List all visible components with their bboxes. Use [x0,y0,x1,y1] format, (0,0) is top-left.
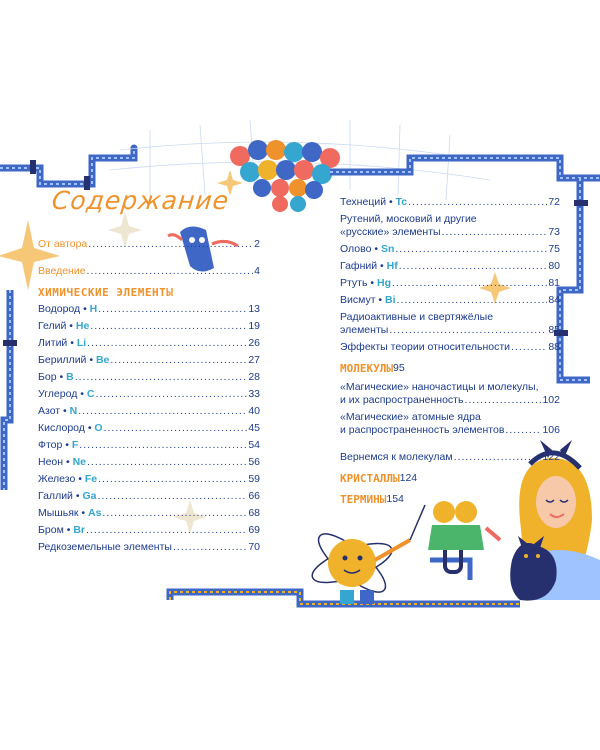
element-symbol: Tc [395,196,408,208]
toc-entry-page: 72 [548,196,560,208]
toc-right-column [340,196,560,512]
toc-leader-dots [399,260,548,273]
toc-entry-page: 66 [248,490,260,502]
pipe-decoration [3,290,17,490]
toc-entry-label: Эффекты теории относительности [340,341,511,353]
element-name: Технеций [340,196,387,208]
toc-leader-dots [104,422,248,435]
toc-entry-page: 70 [248,541,260,553]
toc-entry-page: 154 [386,493,404,505]
toc-entry-page: 122 [542,451,560,463]
toc-leader-dots [78,405,247,418]
toc-entry-page: 81 [548,277,560,289]
toc-leader-dots [87,265,254,278]
element-symbol: H [89,303,98,315]
toc-entry-element[interactable]: Фтор • F ..... 54 [38,439,260,452]
toc-entry-element[interactable]: Гелий • He ..... 19 [38,320,260,333]
toc-leader-dots [173,541,247,554]
element-symbol: N [69,405,78,417]
toc-entry-page: 4 [254,265,260,277]
toc-entry-page: 26 [248,337,260,349]
toc-leader-dots [442,226,548,239]
toc-entry-page: 68 [248,507,260,519]
toc-leader-dots [408,196,547,209]
toc-entry[interactable] [340,451,560,464]
toc-leader-dots [464,394,541,407]
toc-left-column [38,238,260,558]
element-symbol: Fe [84,473,98,485]
page-title: Содержание [50,186,231,215]
element-name: Бром [38,524,64,536]
element-symbol: Be [95,354,110,366]
toc-entry-element[interactable]: Литий • Li ..... 26 [38,337,260,350]
toc-entry-element[interactable]: Бериллий • Be ..... 27 [38,354,260,367]
atom-character-illustration [308,505,425,604]
section-heading-terms[interactable] [340,493,525,506]
toc-entry-element[interactable]: Олово • Sn ..... 75 [340,243,560,256]
element-symbol: C [86,388,95,400]
toc-entry-page: 40 [248,405,260,417]
toc-entry-element[interactable]: Висмут • Bi ..... 84 [340,294,560,307]
toc-entry-label-line2: элементы [340,324,389,336]
toc-leader-dots [75,371,248,384]
toc-entry-label: Вернемся к молекулам [340,451,453,463]
toc-entry-element[interactable]: Водород • H ..... 13 [38,303,260,316]
element-symbol: Bi [385,294,396,306]
toc-entry-page: 88 [548,341,560,353]
element-name: Кислород [38,422,85,434]
element-symbol: Ga [82,490,97,502]
toc-entry-page: 33 [248,388,260,400]
section-label: МОЛЕКУЛЫ [340,362,393,375]
element-name: Гафний [340,260,378,272]
toc-leader-dots [87,456,247,469]
toc-leader-dots [90,320,247,333]
toc-entry-page: 85 [548,324,560,336]
section-label: ТЕРМИНЫ [340,493,387,506]
element-symbol: Ne [72,456,87,468]
tile-mosaic-decoration [230,140,340,212]
element-name: Висмут [340,294,376,306]
element-name: Олово [340,243,372,255]
toc-entry-label-line1: «Магические» наночастицы и молекулы, [340,381,539,393]
element-symbol: As [87,507,102,519]
element-name: Неон [38,456,64,468]
toc-leader-dots [392,277,547,290]
toc-entry-element[interactable]: Ртуть • Hg ..... 81 [340,277,560,290]
element-symbol: B [66,371,74,383]
toc-entry-element[interactable]: Галлий • Ga ..... 66 [38,490,260,503]
toc-entry-page: 80 [548,260,560,272]
element-symbol: Hg [376,277,391,289]
toc-entry-page: 28 [248,371,260,383]
toc-entry-page: 56 [248,456,260,468]
toc-entry-label-line1: Рутений, московий и другие [340,213,477,225]
toc-leader-dots [454,451,542,464]
element-name: Железо [38,473,76,485]
element-name: Бор [38,371,57,383]
element-symbol: O [94,422,103,434]
section-heading-molecules[interactable] [340,362,560,375]
toc-entry-element[interactable]: Бром • Br ..... 69 [38,524,260,537]
toc-entry[interactable] [340,311,560,337]
toc-entry-label-line2: и распространенность элементов [340,424,505,436]
element-symbol: F [71,439,79,451]
toc-leader-dots [88,238,253,251]
element-symbol: Li [76,337,87,349]
toc-entry-page: 95 [392,362,405,374]
toc-leader-dots [102,507,247,520]
element-name: Водород [38,303,81,315]
toc-entry[interactable] [340,411,560,437]
toc-entry-page: 124 [399,472,418,484]
toc-entry-label-line2: и их распространенность [340,394,464,406]
toc-entry-page: 102 [542,394,560,406]
toc-leader-dots [86,524,247,537]
toc-entry-label: Введение [38,265,86,277]
element-name: Бериллий [38,354,87,366]
element-symbol: Br [73,524,85,536]
toc-entry-element[interactable]: Неон • Ne ..... 56 [38,456,260,469]
toc-entry-label: Редкоземельные элементы [38,541,172,553]
element-name: Азот [38,405,61,417]
element-list [340,243,560,307]
element-name: Литий [38,337,68,349]
section-label: КРИСТАЛЛЫ [340,472,400,485]
toc-entry-page: 84 [548,294,560,306]
toc-entry-page: 106 [542,424,560,436]
element-name: Фтор [38,439,63,451]
toc-entry-page: 73 [548,226,560,238]
toc-entry-label-line1: «Магические» атомные ядра [340,411,481,423]
element-name: Гелий [38,320,67,332]
toc-leader-dots [389,324,547,337]
toc-entry-page: 45 [248,422,260,434]
toc-entry-page: 2 [254,238,260,250]
toc-leader-dots [98,303,247,316]
element-symbol: Sn [380,243,395,255]
toc-entry-element[interactable]: Мышьяк • As ..... 68 [38,507,260,520]
toc-leader-dots [95,388,247,401]
toc-leader-dots [98,473,247,486]
toc-entry[interactable] [340,381,560,407]
toc-entry-page: 27 [248,354,260,366]
toc-entry-element[interactable]: Азот • N ..... 40 [38,405,260,418]
toc-entry[interactable] [340,341,560,354]
toc-entry[interactable] [38,541,260,554]
element-name: Углерод [38,388,78,400]
toc-entry-label-line2: «русские» элементы [340,226,441,238]
toc-entry-label: От автора [38,238,88,250]
element-symbol: He [75,320,90,332]
element-name: Мышьяк [38,507,79,519]
toc-entry-page: 69 [248,524,260,536]
toc-entry-page: 75 [548,243,560,255]
element-list [38,303,260,537]
section-heading-crystals[interactable] [340,472,525,485]
toc-entry[interactable] [38,238,260,251]
toc-leader-dots [79,439,247,452]
toc-leader-dots [395,243,547,256]
toc-leader-dots [505,424,541,437]
pipe-decoration [0,148,134,190]
element-name: Галлий [38,490,73,502]
toc-entry-element[interactable]: Железо • Fe ..... 59 [38,473,260,486]
toc-leader-dots [511,341,547,354]
toc-entry-element[interactable]: Углерод • C ..... 33 [38,388,260,401]
toc-leader-dots [397,294,548,307]
element-symbol: Hf [386,260,398,272]
toc-entry-page: 13 [248,303,260,315]
toc-entry[interactable] [38,265,260,278]
toc-entry[interactable] [340,213,560,239]
toc-entry-label-line1: Радиоактивные и свертяжёлые [340,311,494,323]
toc-leader-dots [97,490,247,503]
toc-entry[interactable]: Технеций • Tc ..... 72 [340,196,560,209]
toc-entry-element[interactable]: Бор • B ..... 28 [38,371,260,384]
toc-entry-page: 59 [248,473,260,485]
toc-entry-element[interactable]: Гафний • Hf ..... 80 [340,260,560,273]
toc-leader-dots [110,354,247,367]
toc-leader-dots [87,337,247,350]
element-name: Ртуть [340,277,368,289]
toc-entry-element[interactable]: Кислород • O ..... 45 [38,422,260,435]
toc-entry-page: 19 [248,320,260,332]
section-heading-elements[interactable]: ХИМИЧЕСКИЕ ЭЛЕМЕНТЫ [38,286,174,299]
toc-entry-page: 54 [248,439,260,451]
